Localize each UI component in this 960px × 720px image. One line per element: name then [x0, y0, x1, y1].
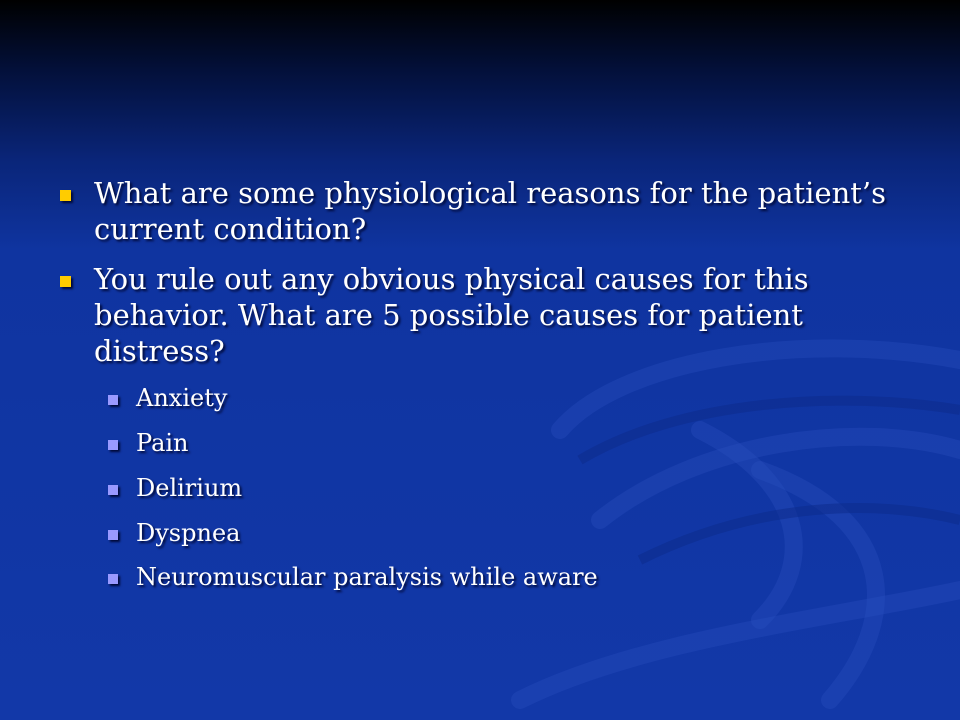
sub-bullet-dyspnea: Dyspnea [108, 519, 920, 548]
sub-bullet-anxiety: Anxiety [108, 384, 920, 413]
sub-bullet-delirium: Delirium [108, 474, 920, 503]
sub-bullet-neuromuscular-paralysis: Neuromuscular paralysis while aware [108, 563, 920, 592]
slide-body [60, 176, 920, 608]
sub-bullet-list [60, 384, 920, 592]
bullet-possible-causes: You rule out any obvious physical causes for this behavior. What are 5 possible causes for patient distress? [60, 262, 920, 369]
bullet-physiological-reasons: What are some physiological reasons for the patient’s current condition? [60, 176, 920, 247]
sub-bullet-pain: Pain [108, 429, 920, 458]
